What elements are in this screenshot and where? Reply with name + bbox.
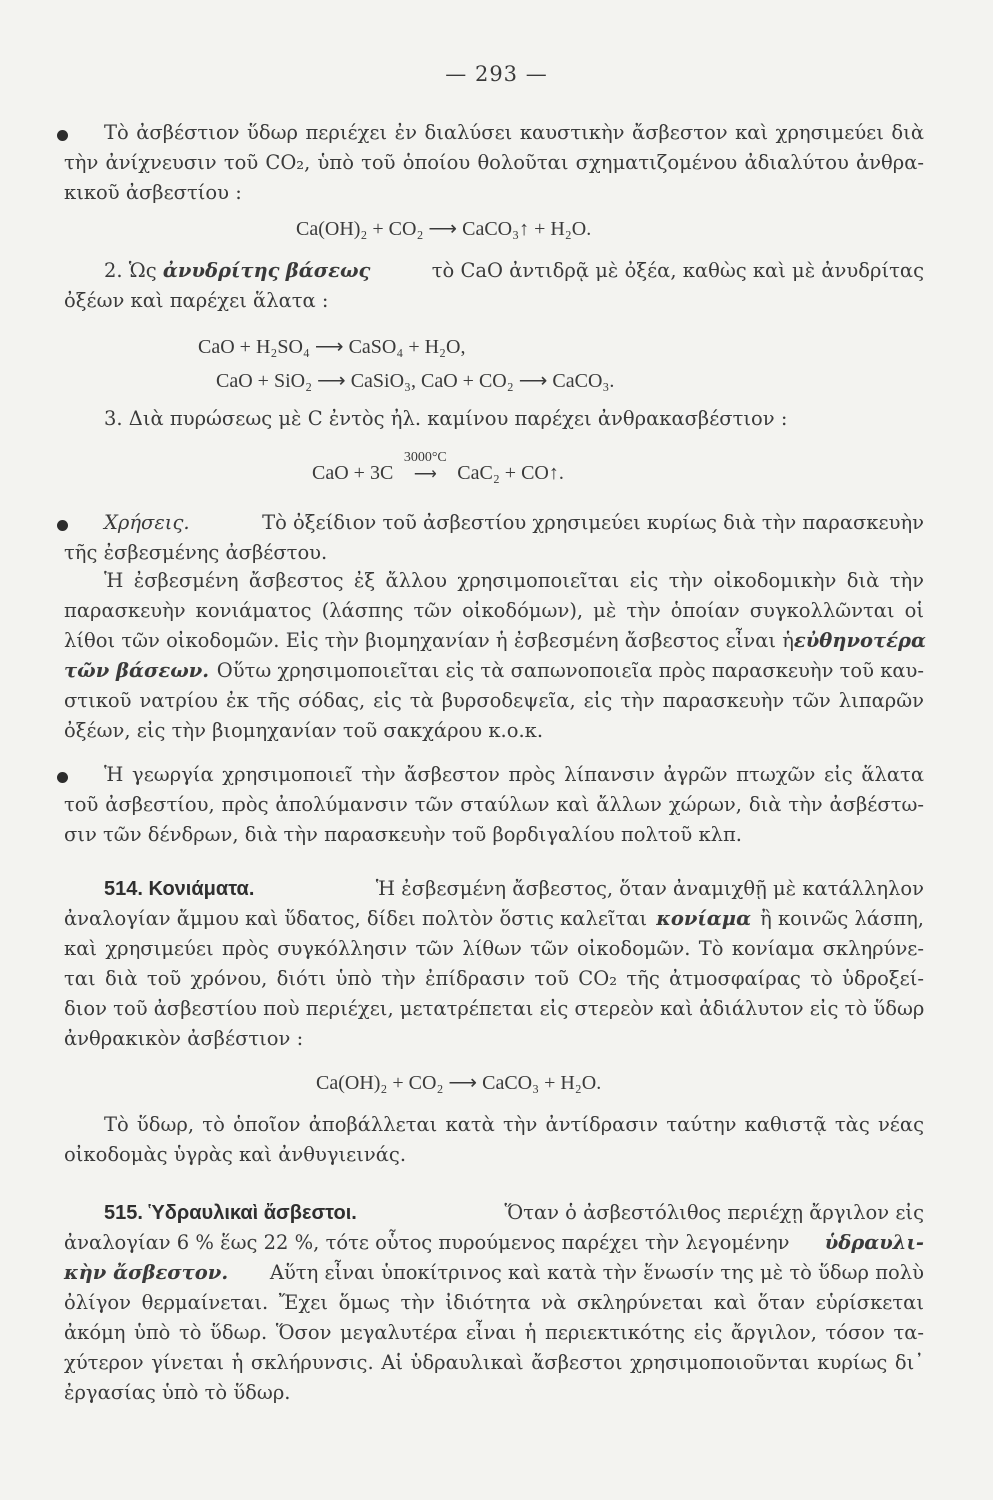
emphasis-term: ὑδραυλι- bbox=[824, 1231, 924, 1254]
section-label: Χρήσεις. bbox=[104, 511, 190, 534]
paragraph-line bbox=[64, 658, 924, 684]
paragraph-line: 3. Διὰ πυρώσεως μὲ C ἐντὸς ἠλ. καμίνου παρέχει ἀνθρακασβέστιον : bbox=[104, 407, 788, 430]
paragraph-line: Τὸ ὕδωρ, τὸ ὁποῖον ἀποβάλλεται κατὰ τὴν ἀντίδρασιν ταύτην καθιστᾷ τὰς νέας bbox=[104, 1113, 924, 1136]
paragraph-line: χύτερον γίνεται ἡ σκλήρυνσις. Αἱ ὑδραυλικαὶ ἄσβεστοι χρησιμοποιοῦνται κυρίως δι᾽ bbox=[64, 1351, 924, 1374]
page-number: — 293 — bbox=[445, 62, 548, 86]
equation: Ca(OH)₂ + CO₂ ⟶ CaCO₃↑ + H₂O. bbox=[296, 218, 592, 240]
emphasis-term: βάσεως bbox=[285, 259, 371, 282]
emphasis-term: κὴν ἄσβεστον. bbox=[64, 1261, 229, 1284]
equation bbox=[312, 450, 564, 485]
emphasis-term: ἀνυδρίτης bbox=[162, 259, 280, 282]
paragraph-line: διον τοῦ ἀσβεστίου ποὺ περιέχει, μετατρέπεται εἰς στερεὸν καὶ ἀδιάλυτον εἰς τὸ ὕδωρ bbox=[64, 997, 925, 1020]
paragraph-line: τῆς ἐσβεσμένης ἀσβέστου. bbox=[64, 541, 328, 564]
equation: CaO + H₂SO₄ ⟶ CaSO₄ + H₂O, bbox=[198, 336, 466, 358]
section-heading: 515. Ὑδραυλικαὶ ἄσβεστοι. bbox=[104, 1202, 357, 1224]
paragraph-line: σιν τῶν δένδρων, διὰ τὴν παρασκευὴν τοῦ βορδιγαλίου πολτοῦ κλπ. bbox=[64, 823, 743, 846]
paragraph-line: τὴν ἀνίχνευσιν τοῦ CO₂, ὑπὸ τοῦ ὁποίου θολοῦται σχηματιζομένου ἀδιαλύτου ἀνθρα- bbox=[64, 151, 924, 174]
equation-right: CaC₂ + CO↑. bbox=[457, 462, 564, 484]
paragraph-line bbox=[64, 1230, 924, 1256]
equation-left: CaO + 3C bbox=[312, 462, 394, 484]
text-run: λίθοι τῶν οἰκοδομῶν. Εἰς τὴν βιομηχανίαν ἡ ἐσβεσμένη ἄσβεστος εἶναι ἡ bbox=[64, 629, 794, 652]
paragraph-line: ἐργασίας ὑπὸ τὸ ὕδωρ. bbox=[64, 1381, 291, 1404]
equation: Ca(OH)₂ + CO₂ ⟶ CaCO₃ + H₂O. bbox=[316, 1072, 602, 1094]
paragraph-line bbox=[104, 258, 924, 284]
paragraph-line: καὶ χρησιμεύει πρὸς συγκόλλησιν τῶν λίθων τῶν οἰκοδομῶν. Τὸ κονίαμα σκληρύνε- bbox=[64, 937, 924, 960]
paragraph-line: στικοῦ νατρίου ἐκ τῆς σόδας, εἰς τὰ βυρσοδεψεῖα, εἰς τὴν παρασκευὴν τῶν λιπαρῶν bbox=[64, 689, 924, 712]
paragraph-line: οἰκοδομὰς ὑγρὰς καὶ ἀνθυγιεινάς. bbox=[64, 1143, 407, 1166]
paragraph-line: Ἡ ἐσβεσμένη ἄσβεστος ἐξ ἄλλου χρησιμοποιεῖται εἰς τὴν οἰκοδομικὴν διὰ τὴν bbox=[104, 569, 924, 592]
bullet-icon bbox=[57, 130, 68, 141]
emphasis-term: τῶν βάσεων. bbox=[64, 659, 210, 682]
paragraph-line bbox=[64, 628, 924, 654]
item-number: 2. Ὡς bbox=[104, 259, 157, 282]
emphasis-term: κονίαμα bbox=[656, 907, 752, 930]
text-run: ἀναλογίαν ἄμμου καὶ ὕδατος, δίδει πολτὸν ὅστις καλεῖται bbox=[64, 907, 648, 930]
paragraph-line bbox=[104, 510, 924, 536]
text-run: τὸ CaO ἀντιδρᾷ μὲ ὀξέα, καθὼς καὶ μὲ ἀνυδρίτας bbox=[431, 259, 924, 282]
reaction-arrow bbox=[398, 450, 452, 484]
paragraph-line: τοῦ ἀσβεστίου, πρὸς ἀπολύμανσιν τῶν σταύλων καὶ ἄλλων χώρων, διὰ τὴν ἀσβέστω- bbox=[64, 793, 924, 816]
text-run: Ὅταν ὁ ἀσβεστόλιθος περιέχῃ ἄργιλον εἰς bbox=[504, 1201, 924, 1224]
paragraph-line: Τὸ ἀσβέστιον ὕδωρ περιέχει ἐν διαλύσει καυστικὴν ἄσβεστον καὶ χρησιμεύει διὰ bbox=[104, 121, 924, 144]
reaction-condition: 3000°C bbox=[403, 450, 447, 465]
bullet-icon bbox=[57, 520, 68, 531]
paragraph-line bbox=[64, 1260, 924, 1286]
paragraph-line: παρασκευὴν κονιάματος (λάσπης τῶν οἰκοδόμων), μὲ τὴν ὁποίαν συγκολλῶνται οἱ bbox=[64, 599, 924, 622]
paragraph-line: κικοῦ ἀσβεστίου : bbox=[64, 181, 242, 204]
paragraph-line: ται διὰ τοῦ χρόνου, διότι ὑπὸ τὴν ἐπίδρασιν τοῦ CO₂ τῆς ἀτμοσφαίρας τὸ ὑδροξεί- bbox=[64, 967, 924, 990]
paragraph-line: ἀκόμη ὑπὸ τὸ ὕδωρ. Ὅσον μεγαλυτέρα εἶναι ἡ περιεκτικότης εἰς ἄργιλον, τόσον τα- bbox=[64, 1321, 924, 1344]
emphasis-term: εὐθηνοτέρα bbox=[793, 629, 926, 652]
paragraph-line: ἀνθρακικὸν ἀσβέστιον : bbox=[64, 1027, 304, 1050]
arrow-icon: ⟶ bbox=[413, 466, 437, 483]
paragraph-line bbox=[64, 906, 924, 932]
text-run: Οὕτω χρησιμοποιεῖται εἰς τὰ σαπωνοποιεῖα πρὸς παρασκευὴν τοῦ καυ- bbox=[216, 659, 924, 682]
paragraph-line: ὀξέων, εἰς τὴν βιομηχανίαν τοῦ σακχάρου κ.ο.κ. bbox=[64, 719, 544, 742]
paragraph-line bbox=[104, 1200, 924, 1226]
text-run: ἀναλογίαν 6 % ἕως 22 %, τότε οὗτος πυρούμενος παρέχει τὴν λεγομένην bbox=[64, 1231, 790, 1254]
text-run: Τὸ ὀξείδιον τοῦ ἀσβεστίου χρησιμεύει κυρίως διὰ τὴν παρασκευὴν bbox=[262, 511, 924, 534]
paragraph-line: Ἡ γεωργία χρησιμοποιεῖ τὴν ἄσβεστον πρὸς λίπανσιν ἀγρῶν πτωχῶν εἰς ἅλατα bbox=[104, 763, 924, 786]
paragraph-line bbox=[104, 876, 924, 902]
paragraph-line: ὀλίγον θερμαίνεται. Ἔχει ὅμως τὴν ἰδιότητα νὰ σκληρύνεται καὶ ὅταν εὑρίσκεται bbox=[64, 1291, 924, 1314]
bullet-icon bbox=[57, 772, 68, 783]
text-run: Αὕτη εἶναι ὑποκίτρινος καὶ κατὰ τὴν ἕνωσίν της μὲ τὸ ὕδωρ πολὺ bbox=[269, 1261, 924, 1284]
equation: CaO + SiO₂ ⟶ CaSiO₃, CaO + CO₂ ⟶ CaCO₃. bbox=[216, 370, 615, 392]
text-run: ἢ κοινῶς λάσπη, bbox=[760, 907, 924, 930]
paragraph-line: ὀξέων καὶ παρέχει ἅλατα : bbox=[64, 289, 329, 312]
section-heading: 514. Κονιάματα. bbox=[104, 878, 255, 900]
text-run: Ἡ ἐσβεσμένη ἄσβεστος, ὅταν ἀναμιχθῇ μὲ κατάλληλον bbox=[375, 877, 924, 900]
